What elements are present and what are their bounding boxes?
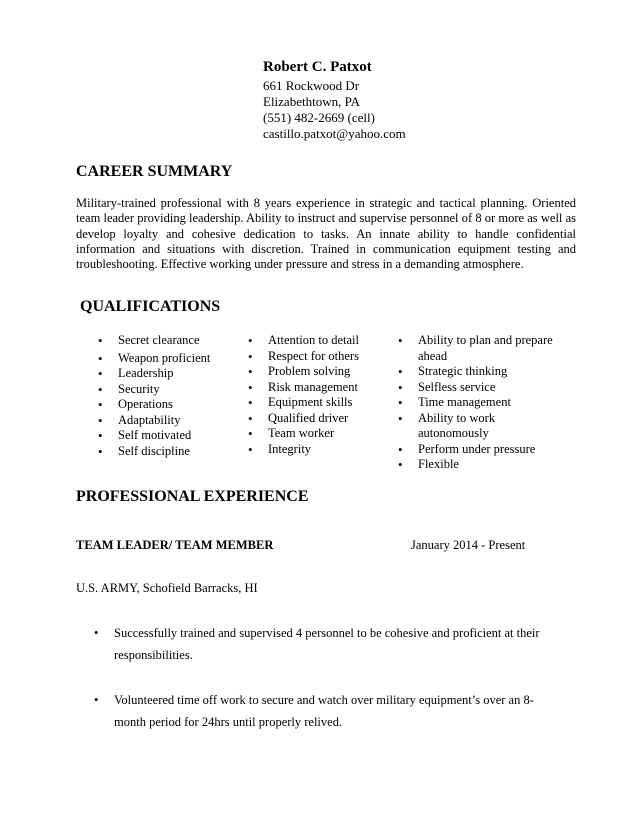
qualification-item: • Flexible (398, 457, 568, 473)
career-summary-text: Military-trained professional with 8 years experience in strategic and tactical planning. Oriented team leader providing leadership. Ability to instruct and supervise personnel of 8 or more as well as develop loyalty and cohesive dedication to tasks. An innate ability to handle confidential information and situations with discretion. Trained in communication equipment testing and troubleshooting. Effective working under pressure and stress in a demanding atmosphere. (76, 196, 576, 272)
qualification-item: • Time management (398, 395, 568, 411)
job-date: January 2014 - Present (411, 538, 526, 552)
qualification-item: • Self motivated (98, 428, 228, 444)
qualification-item: • Strategic thinking (398, 364, 568, 380)
address-line-1: 661 Rockwood Dr (263, 78, 360, 93)
qualification-item: • Equipment skills (248, 395, 388, 411)
qualification-item: • Weapon proficient (98, 351, 228, 367)
qualification-item: • Team worker (248, 426, 388, 442)
qualification-item: • Self discipline (98, 444, 228, 460)
qualification-item: • Attention to detail (248, 333, 388, 349)
qualification-item: • Risk management (248, 380, 388, 396)
qualification-item: • Leadership (98, 366, 228, 382)
qualification-item: • Adaptability (98, 413, 228, 429)
qualification-item: • Ability to work autonomously (398, 411, 568, 442)
qualification-item: • Ability to plan and prepare ahead (398, 333, 568, 364)
career-summary-heading: CAREER SUMMARY (76, 163, 233, 180)
qualification-item: • Operations (98, 397, 228, 413)
email-address: castillo.patxot@yahoo.com (263, 126, 406, 141)
qualifications-heading: QUALIFICATIONS (80, 298, 221, 315)
qualifications-column-3 (398, 333, 568, 473)
qualification-item: • Problem solving (248, 364, 388, 380)
duty-item: • Volunteered time off work to secure and watch over military equipment’s over an 8-month period for 24hrs until properly relived. (94, 689, 564, 733)
employer: U.S. ARMY, Schofield Barracks, HI (76, 581, 258, 595)
qualification-item: • Selfless service (398, 380, 568, 396)
candidate-name: Robert C. Patxot (263, 59, 372, 75)
qualification-item: • Respect for others (248, 349, 388, 365)
contact-header (263, 58, 563, 142)
qualification-item: • Qualified driver (248, 411, 388, 427)
duty-item: • Successfully trained and supervised 4 personnel to be cohesive and proficient at their responsibilities. (94, 622, 564, 666)
address-line-2: Elizabethtown, PA (263, 94, 361, 109)
qualifications-column-2 (248, 333, 388, 457)
qualification-item: • Integrity (248, 442, 388, 458)
qualification-item: • Secret clearance (98, 333, 228, 349)
duty-list-1 (94, 622, 564, 666)
qualification-item: • Perform under pressure (398, 442, 568, 458)
professional-experience-heading: PROFESSIONAL EXPERIENCE (76, 488, 309, 505)
qualifications-column-1 (98, 333, 228, 459)
duty-list-2 (94, 689, 564, 733)
phone-number: (551) 482-2669 (cell) (263, 110, 375, 125)
job-title: TEAM LEADER/ TEAM MEMBER (76, 538, 274, 552)
qualification-item: • Security (98, 382, 228, 398)
